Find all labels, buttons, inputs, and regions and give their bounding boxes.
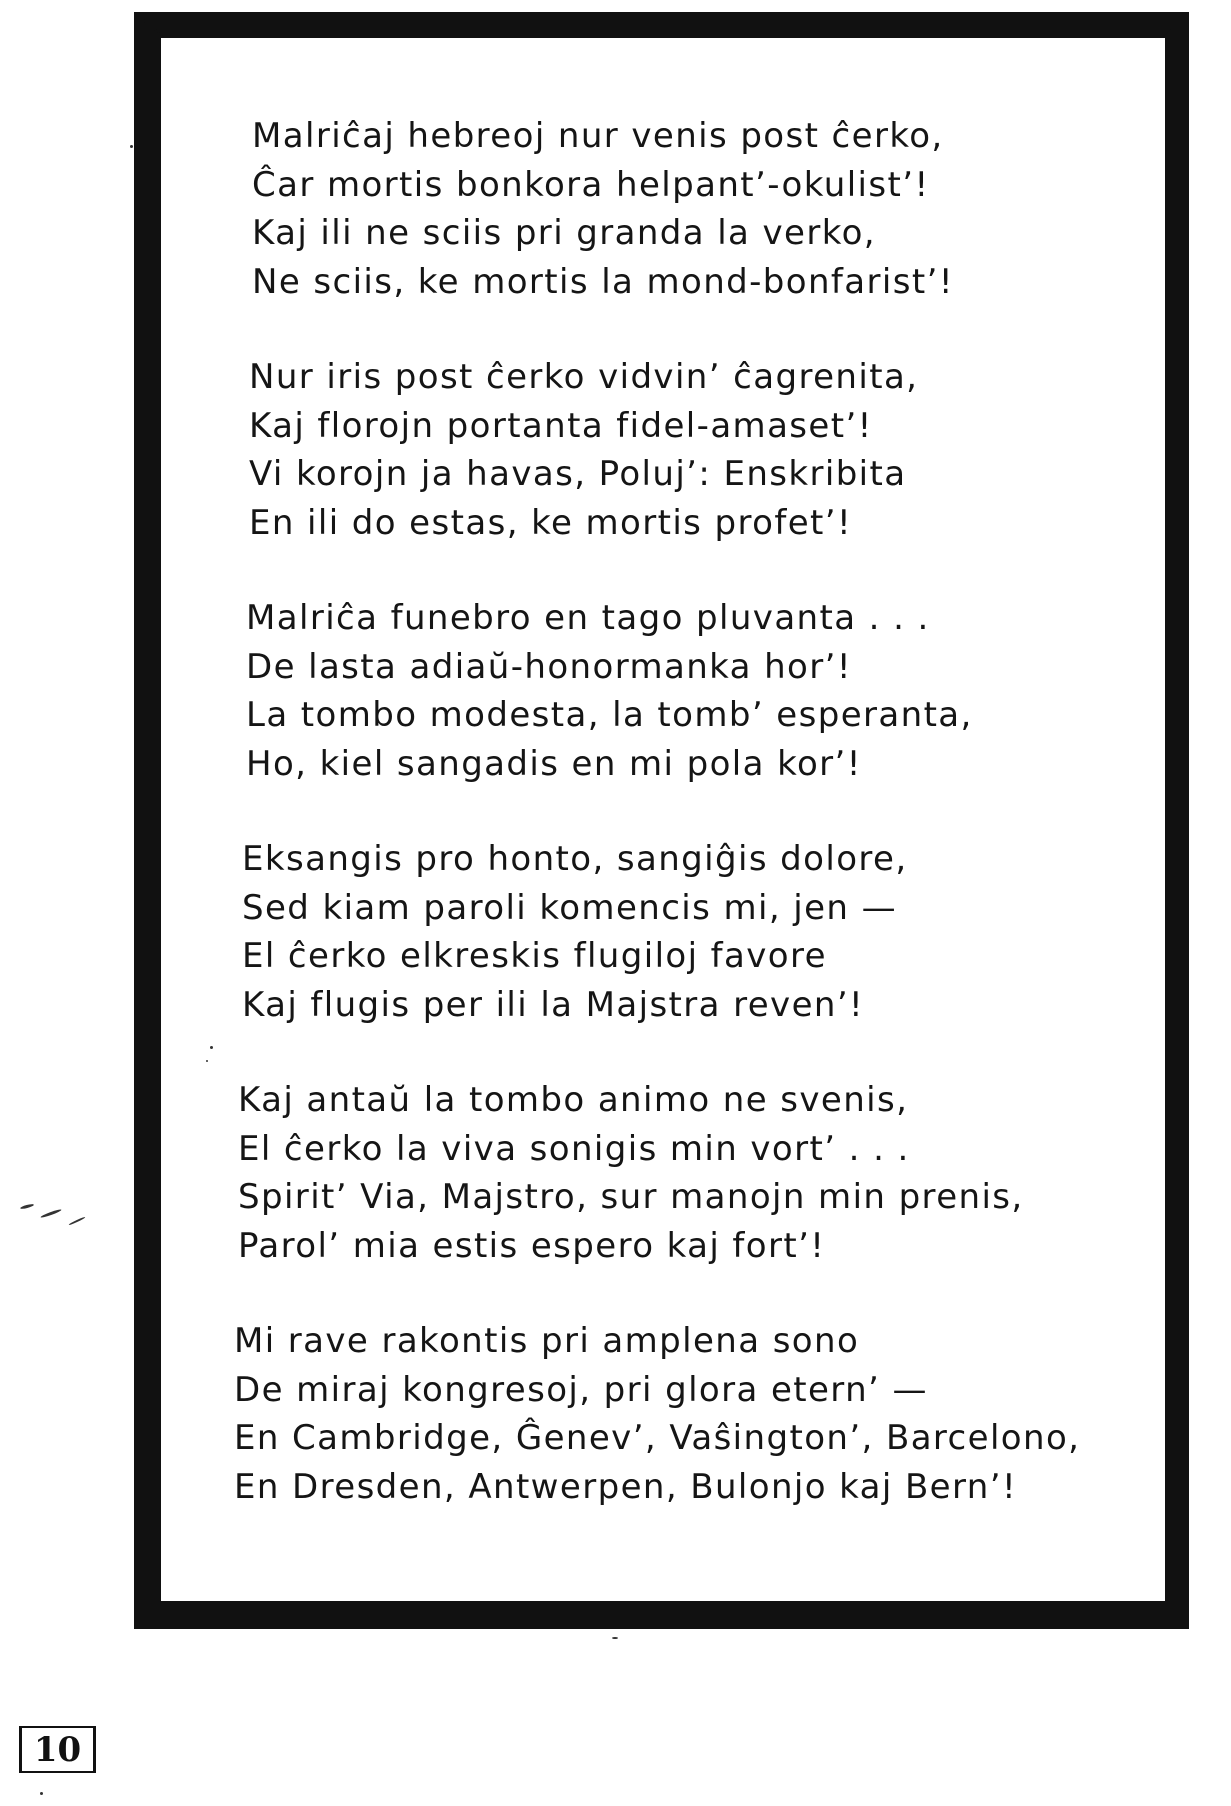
- poem-line: Mi rave rakontis pri amplena sono: [234, 1321, 860, 1361]
- poem: [234, 112, 1152, 1558]
- poem-line: Eksangis pro honto, sangiĝis dolore,: [242, 839, 908, 879]
- stanza-4: [242, 835, 1152, 1029]
- poem-line: Kaj florojn portanta fidel-amaset’!: [249, 405, 873, 446]
- poem-line: En ili do estas, ke mortis profet’!: [249, 502, 852, 543]
- page-number-box: [19, 1726, 96, 1773]
- scan-speck: [206, 1060, 208, 1062]
- stanza-2: [249, 353, 1152, 547]
- poem-line: Spirit’ Via, Majstro, sur manojn min prenis,: [238, 1177, 1024, 1217]
- poem-line: Vi korojn ja havas, Poluj’: Enskribita: [249, 454, 907, 494]
- scan-speck: [40, 1792, 43, 1795]
- stanza-5: [238, 1076, 1152, 1270]
- scan-speck: [130, 145, 133, 148]
- scan-speck: [612, 1637, 618, 1639]
- poem-line: De miraj kongresoj, pri glora etern’ —: [234, 1369, 928, 1410]
- poem-line: De lasta adiaŭ-honormanka hor’!: [246, 646, 852, 687]
- poem-line: Ne sciis, ke mortis la mond-bonfarist’!: [252, 261, 954, 302]
- poem-line: Kaj flugis per ili la Majstra reven’!: [242, 984, 865, 1025]
- scan-speck: [68, 1216, 85, 1225]
- poem-line: El ĉerko la viva sonigis min vort’ . . .: [238, 1128, 910, 1169]
- poem-line: Kaj antaŭ la tombo animo ne svenis,: [238, 1080, 909, 1120]
- poem-line: Kaj ili ne sciis pri granda la verko,: [252, 213, 877, 253]
- poem-line: Parol’ mia estis espero kaj fort’!: [238, 1225, 826, 1266]
- scan-speck: [40, 1208, 62, 1218]
- stanza-6: [234, 1317, 1152, 1511]
- scan-speck: [210, 1046, 213, 1049]
- poem-line: La tombo modesta, la tomb’ esperanta,: [246, 695, 973, 735]
- page-number: 10: [33, 1729, 82, 1770]
- poem-line: Malriĉaj hebreoj nur venis post ĉerko,: [252, 116, 944, 156]
- poem-line: En Cambridge, Ĝenev’, Vaŝington’, Barcelono,: [234, 1418, 1081, 1458]
- stanza-3: [246, 594, 1152, 788]
- scan-speck: [20, 1203, 34, 1210]
- stanza-1: [252, 112, 1152, 306]
- poem-line: Sed kiam paroli komencis mi, jen —: [242, 887, 897, 928]
- poem-line: Nur iris post ĉerko vidvin’ ĉagrenita,: [249, 357, 919, 397]
- poem-line: Malriĉa funebro en tago pluvanta . . .: [246, 598, 930, 638]
- poem-line: Ho, kiel sangadis en mi pola kor’!: [246, 743, 862, 784]
- poem-line: Ĉar mortis bonkora helpant’-okulist’!: [252, 164, 930, 205]
- poem-line: En Dresden, Antwerpen, Bulonjo kaj Bern’!: [234, 1466, 1017, 1507]
- poem-line: El ĉerko elkreskis flugiloj favore: [242, 936, 827, 976]
